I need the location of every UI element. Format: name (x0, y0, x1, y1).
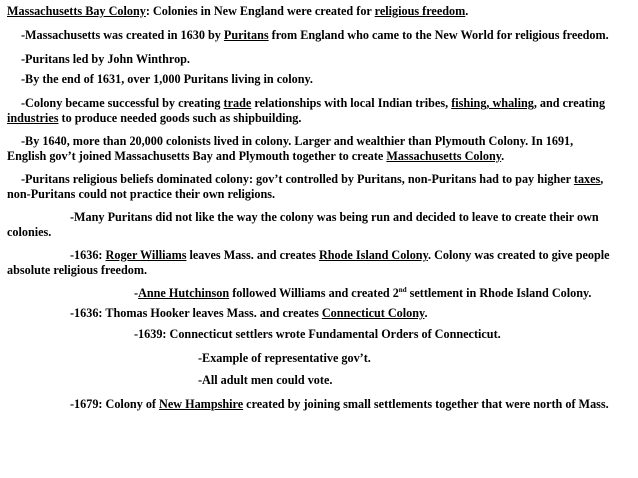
term-roger-williams: Roger Williams (105, 248, 187, 262)
text-segment: leaves Mass. and creates (186, 248, 319, 262)
term-anne-hutchinson: Anne Hutchinson (138, 286, 230, 300)
line-absolute-freedom: absolute religious freedom. (7, 263, 148, 277)
line-winthrop: -Puritans led by John Winthrop. (21, 52, 190, 66)
text-segment: -Puritans religious beliefs dominated colony: gov’t controlled by Puritans, non-Puritans had to pay higher (21, 172, 574, 186)
text-segment: . (501, 149, 505, 163)
text-segment: - (134, 286, 139, 300)
text-segment: to produce needed goods such as shipbuilding. (58, 111, 302, 125)
text-segment: -Massachusetts was created in 1630 by (21, 28, 224, 42)
text-segment: . Colony was created to give people (428, 248, 610, 262)
line-population-1640: -By 1640, more than 20,000 colonists lived in colony. Larger and wealthier than Plymouth Colony. In 1691, (21, 134, 574, 148)
line-founding (21, 28, 609, 42)
text-segment: . (424, 306, 428, 320)
line-title (7, 4, 468, 18)
term-rhode-island-colony: Rhode Island Colony (318, 248, 428, 262)
line-anne-hutchinson (134, 286, 591, 300)
text-segment: , and creating (533, 96, 606, 110)
text-segment: -1679: Colony of (70, 397, 160, 411)
term-industries: industries (7, 111, 59, 125)
text-segment: relationships with local Indian tribes, (251, 96, 452, 110)
text-segment: , (600, 172, 604, 186)
line-religious-beliefs (21, 172, 603, 186)
term-trade: trade (223, 96, 252, 110)
term-puritans: Puritans (223, 28, 269, 42)
text-segment: : Colonies in New England were created for (145, 4, 375, 18)
line-colonies: colonies. (7, 225, 52, 239)
line-massachusetts-colony (7, 149, 504, 163)
term-fishing-whaling: fishing, whaling (451, 96, 534, 110)
line-fundamental-orders: -1639: Connecticut settlers wrote Fundamental Orders of Connecticut. (134, 327, 501, 341)
line-new-hampshire (70, 397, 609, 411)
line-trade (21, 96, 605, 110)
text-segment: -1636: Thomas Hooker leaves Mass. and creates (70, 306, 322, 320)
text-segment: . (465, 4, 469, 18)
term-taxes: taxes (573, 172, 601, 186)
text-segment: from England who came to the New World for religious freedom. (268, 28, 609, 42)
text-segment: English gov’t joined Massachusetts Bay and Plymouth together to create (7, 149, 387, 163)
heading-massachusetts-bay-colony: Massachusetts Bay Colony (7, 4, 146, 18)
line-population-1631: -By the end of 1631, over 1,000 Puritans living in colony. (21, 72, 313, 86)
line-industries (7, 111, 301, 125)
line-thomas-hooker (70, 306, 428, 320)
line-roger-williams (70, 248, 610, 262)
text-segment: settlement in Rhode Island Colony. (406, 286, 592, 300)
text-segment: -1636: (70, 248, 106, 262)
line-puritans-leave: -Many Puritans did not like the way the colony was being run and decided to leave to create their own (70, 210, 599, 224)
term-connecticut-colony: Connecticut Colony (321, 306, 425, 320)
ordinal-suffix: nd (398, 285, 407, 294)
term-massachusetts-colony: Massachusetts Colony (386, 149, 502, 163)
line-representative-govt: -Example of representative gov’t. (198, 351, 371, 365)
line-non-puritans: non-Puritans could not practice their own religions. (7, 187, 276, 201)
text-segment: created by joining small settlements together that were north of Mass. (243, 397, 609, 411)
term-religious-freedom: religious freedom (374, 4, 466, 18)
line-adult-men-vote: -All adult men could vote. (198, 373, 333, 387)
text-segment: -Colony became successful by creating (21, 96, 224, 110)
term-new-hampshire: New Hampshire (159, 397, 244, 411)
text-segment: followed Williams and created 2 (229, 286, 399, 300)
